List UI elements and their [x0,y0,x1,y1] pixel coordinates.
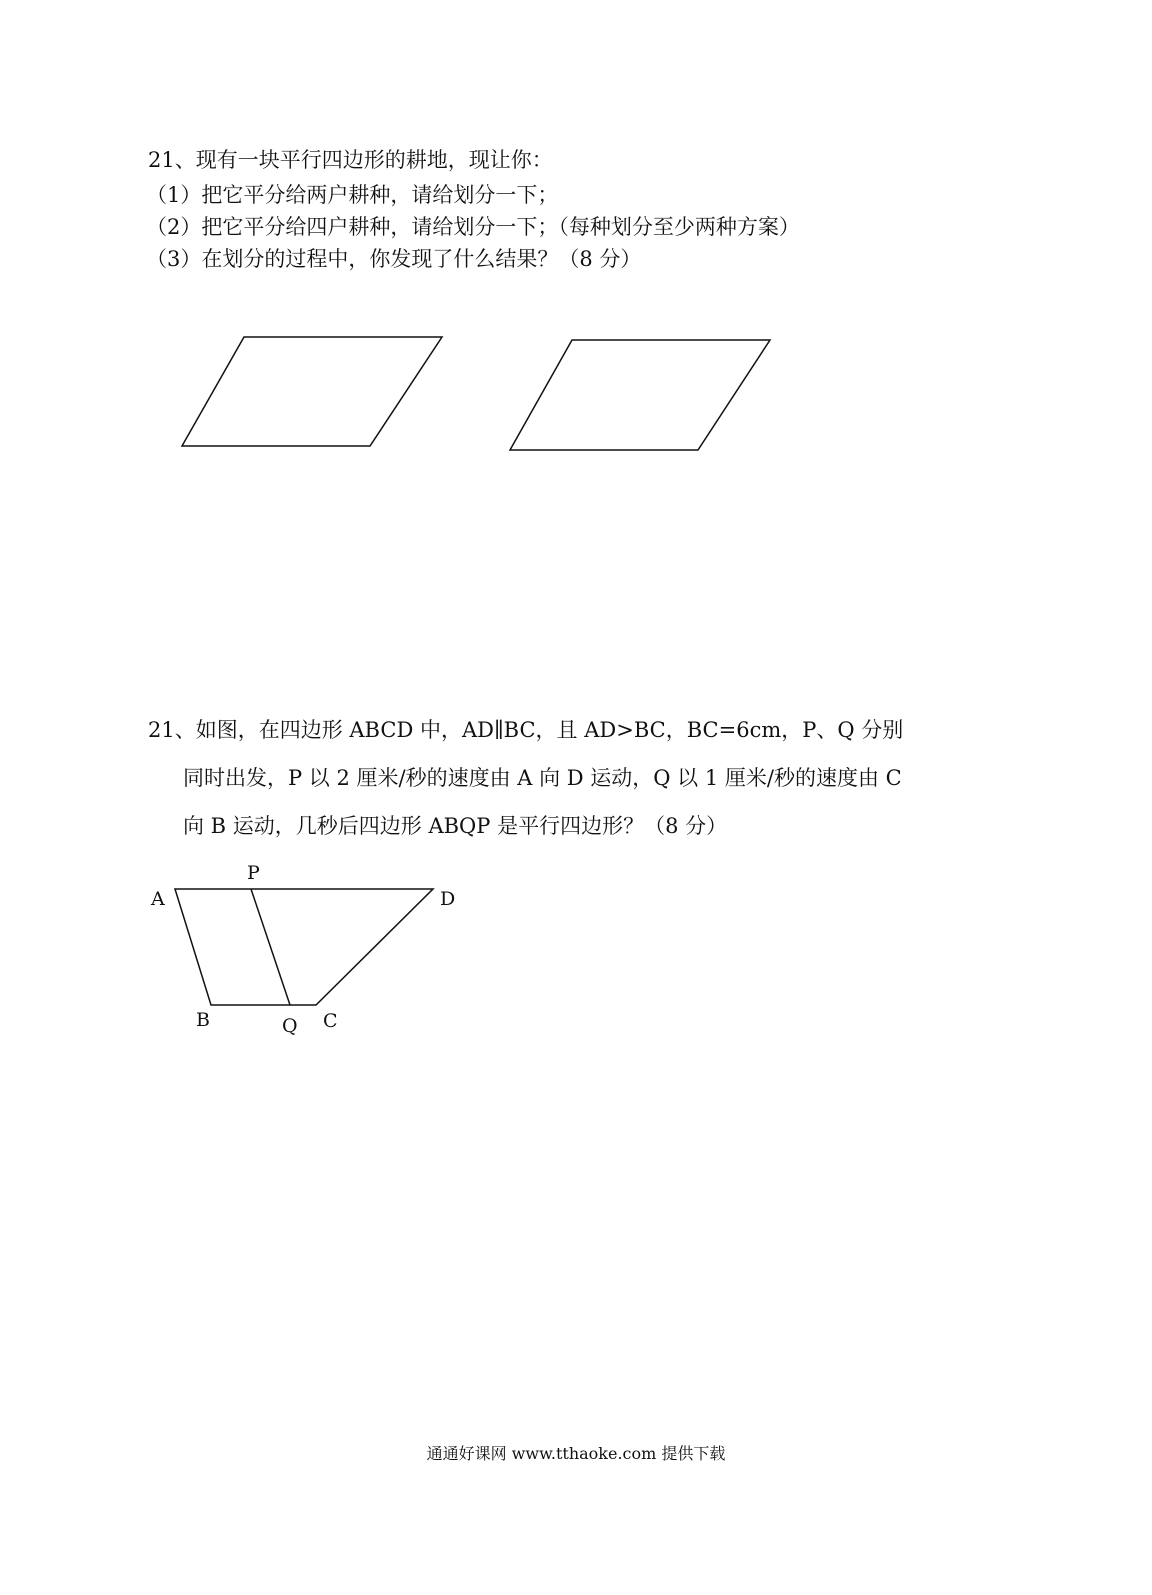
segment-pq [251,889,290,1005]
question-1-line-2: （1）把它平分给两户耕种，请给划分一下； [146,183,559,207]
vertex-label-q: Q [282,1015,298,1037]
vertex-label-d: D [440,888,456,910]
question-1-line-1: 21、现有一块平行四边形的耕地，现让你： [148,148,553,172]
trapezoid-abcd [175,889,433,1005]
question-1-line-3: （2）把它平分给四户耕种，请给划分一下；（每种划分至少两种方案） [146,215,800,239]
vertex-label-p: P [247,862,260,884]
vertex-label-c: C [323,1010,338,1032]
question-2-line-2: 同时出发，P 以 2 厘米/秒的速度由 A 向 D 运动，Q 以 1 厘米/秒的速度由 C [183,766,902,790]
question-2-line-1: 21、如图，在四边形 ABCD 中，AD∥BC，且 AD>BC，BC=6cm，P、Q 分别 [148,718,904,742]
vertex-label-b: B [196,1009,210,1031]
question-1-line-4: （3）在划分的过程中，你发现了什么结果？（8 分） [146,247,642,271]
vertex-label-a: A [151,888,165,910]
question-2-line-3: 向 B 运动，几秒后四边形 ABQP 是平行四边形？（8 分） [183,814,728,838]
page-footer: 通通好课网 www.tthaoke.com 提供下载 [426,1444,726,1463]
